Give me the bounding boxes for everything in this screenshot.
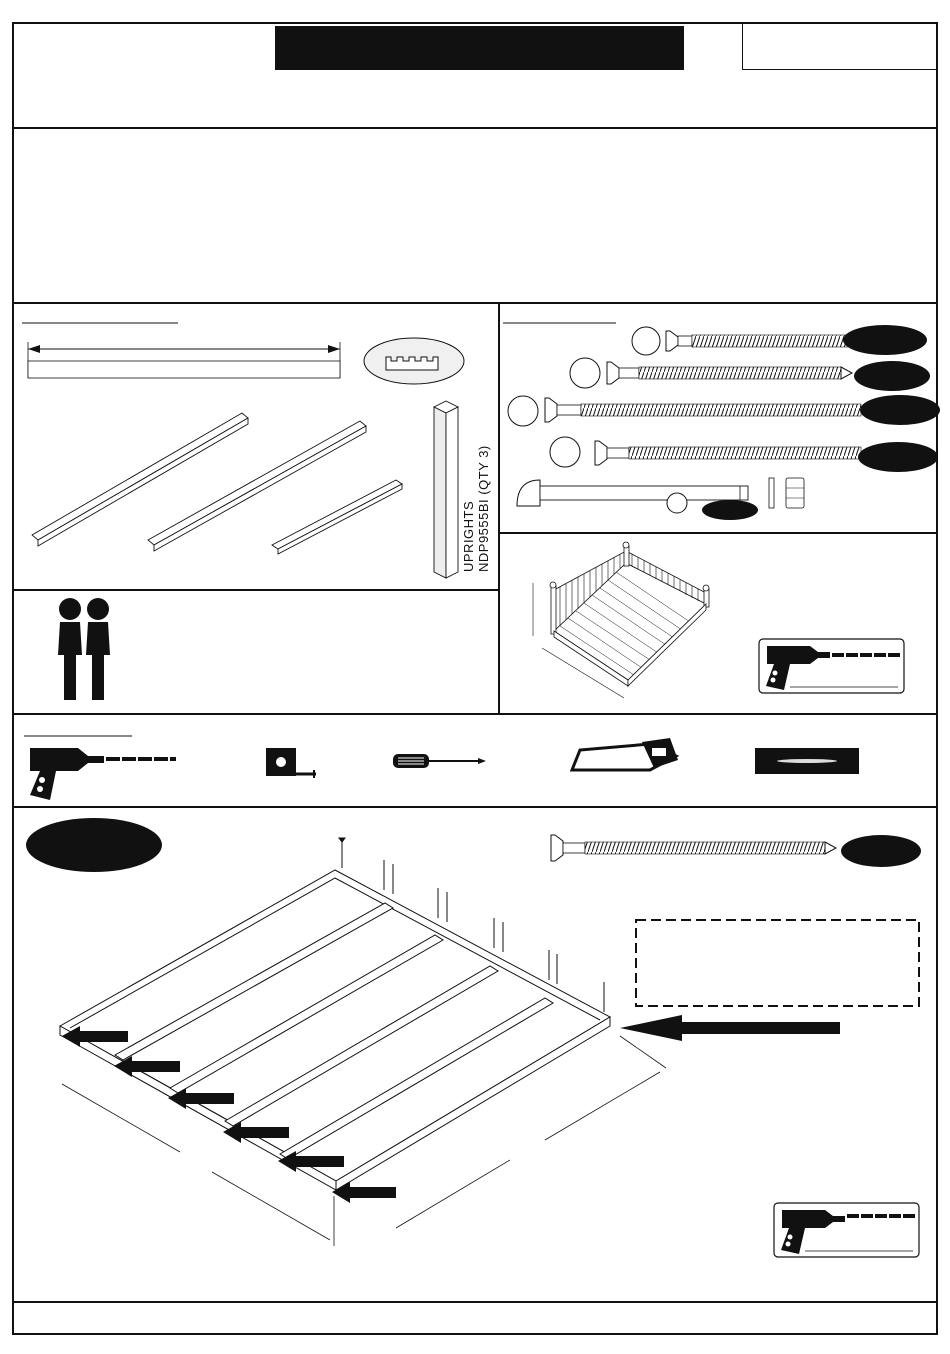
step-screw xyxy=(551,835,921,867)
uprights-title: UPRIGHTS xyxy=(461,500,476,572)
note-box xyxy=(636,920,919,1006)
step-badge xyxy=(26,818,162,872)
uprights-code: NDP9555BI (QTY 3) xyxy=(476,445,491,572)
